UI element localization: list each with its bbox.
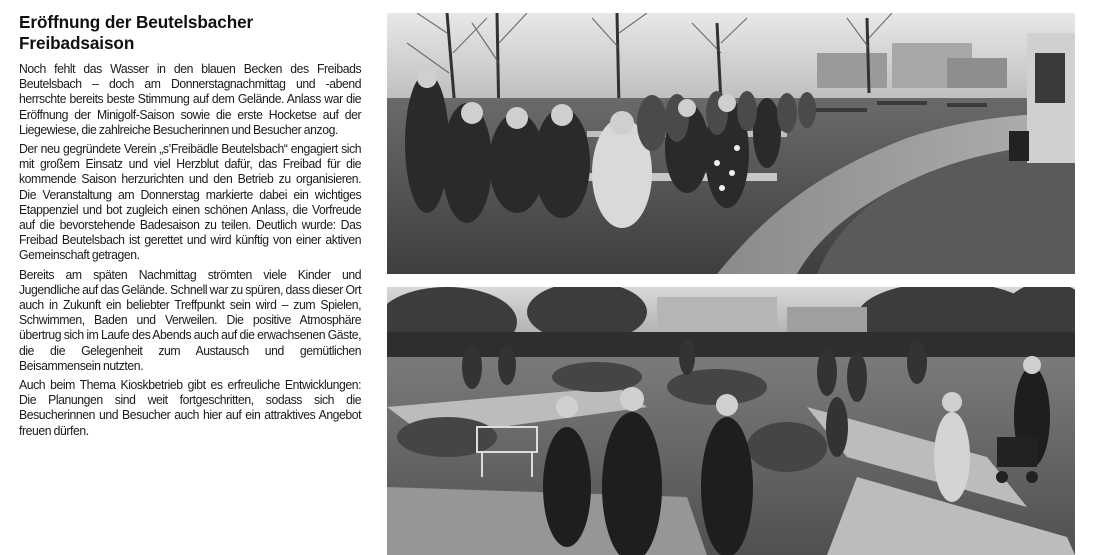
photo-minigolf-course xyxy=(387,287,1075,555)
article-paragraph-3: Bereits am späten Nachmittag strömten viele Kinder und Jugendliche auf das Gelände. Schnell war zu spüren, dass dieser Ort auch in Zukunft ein beliebter Treffpunkt sein wird – zum Spielen, Schwimmen, Baden und Verweilen. Die positive Atmosphäre übertrug sich im Laufe des Abends auch auf die erwachsenen Gäste, die die Gelegenheit zum Austausch und gemütlichen Beisammensein nutzten. xyxy=(19,266,362,373)
photo-minigolf-course-graphic xyxy=(387,287,1075,555)
photo-hocketse-tables-graphic xyxy=(387,13,1075,274)
article-paragraph-2: Der neu gegründete Verein „s’Freibädle Beutelsbach“ engagiert sich mit großem Einsatz und viel Herzblut dafür, das Freibad für die kommende Saison herzurichten und den Betrieb zu organisieren. Die Veranstaltung am Donnerstag markierte dabei ein wichtiges Etappenziel und bot zugleich einen schönen Anlass, die Vorfreude auf die bevorstehende Badesaison zu teilen. Deutlich wurde: Das Freibad Beutelsbach ist gerettet und wird künftig von einer aktiven Gemeinschaft getragen. xyxy=(19,141,362,263)
article-paragraph-4: Auch beim Thema Kioskbetrieb gibt es erfreuliche Entwicklungen: Die Planungen sind weit fortgeschritten, sodass sich die Besucherinnen und Besucher auch hier auf ein attraktives Angebot freuen dürfen. xyxy=(19,377,362,438)
article-column xyxy=(19,12,361,442)
article-paragraph-1: Noch fehlt das Wasser in den blauen Becken des Freibads Beutelsbach – doch am Donnerstagnachmittag und -abend herrschte bereits beste Stimmung auf dem Gelände. Anlass war die Eröffnung der Minigolf-Saison sowie die erste Hocketse auf der Liegewiese, die zahlreiche Besucherinnen und Besucher anzog. xyxy=(19,61,362,137)
photo-hocketse-tables xyxy=(387,13,1075,274)
article-headline: Eröffnung der Beutelsbacher Freibadsaison xyxy=(19,12,254,53)
